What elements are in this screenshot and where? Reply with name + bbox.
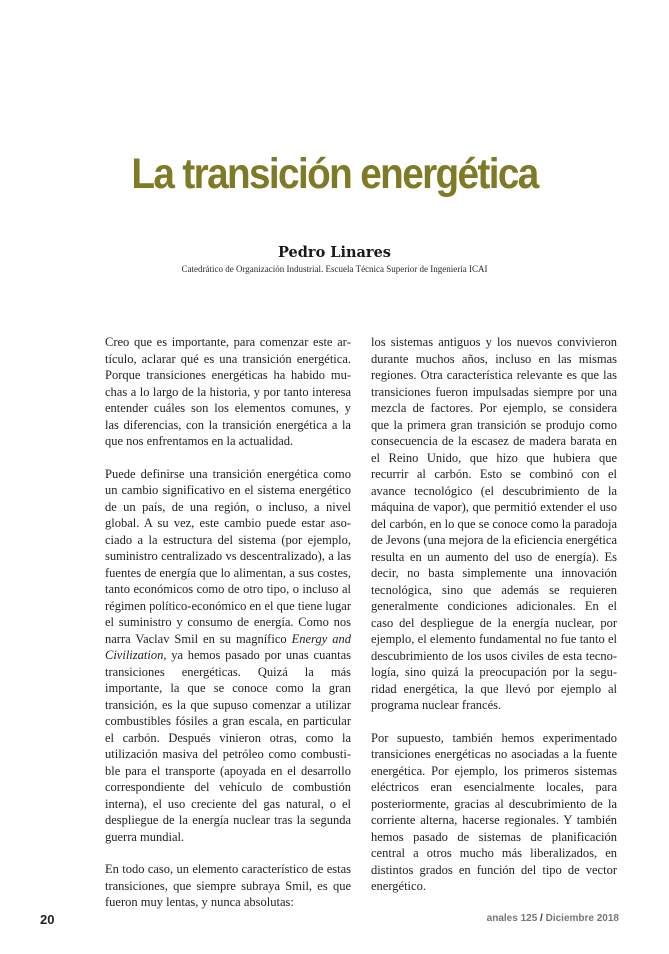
magazine-name: anales — [486, 913, 518, 924]
article-title: La transición energética — [131, 150, 538, 198]
issue-date: Diciembre 2018 — [545, 913, 619, 924]
paragraph: Creo que es importante, para comenzar este artículo, aclarar qué es una transición energética. Porque transiciones energéticas ha habido muchas a lo largo de la historia, y por tanto interesa entender cuáles son los elementos comunes, y las diferencias, con la transición energética a la que nos enfrentamos en la actualidad. — [105, 335, 351, 448]
footer-masthead — [487, 913, 619, 924]
right-column — [371, 334, 617, 911]
paragraph-text: , ya hemos pasado por unas cuantas transiciones energéticas. Quizá la más importante, la que se conoce como la gran transición, es la que supuso comenzar a utilizar combustibles fósiles a gran escala, en particular el carbón. Después vinieron otras, como la utilización masiva del petróleo como combustible para el transporte (apoyada en el desarrollo correspondiente del vehículo de combustión interna), el uso creciente del gas natural, o el despliegue de la energía nuclear tras la segunda guerra mundial. — [105, 648, 351, 844]
paragraph: los sistemas antiguos y los nuevos convivieron durante muchos años, incluso en las mismas regiones. Otra característica relevante es que las transiciones fueron impulsadas siempre por una mezcla de factores. Por ejemplo, se considera que la primera gran transición se produjo como consecuencia de la escasez de madera barata en el Reino Unido, que hizo que hubiera que recurrir al carbón. Esto se combinó con el avance tecnológico (el descubrimiento de la máquina de vapor), que permitió extender el uso del carbón, en lo que se conoce como la paradoja de Jevons (una mejora de la eficiencia energética resulta en un aumento del uso de energía). Es decir, no basta simplemente una innovación tecnológica, sino que además se requieren generalmente condiciones adicionales. En el caso del despliegue de la energía nuclear, por ejemplo, el elemento fundamental no fue tanto el descubrimiento de los usos civiles de esta tecnología, sino quizá la preocupación por la seguridad energética, la que llevó por ejemplo al programa nuclear francés. — [371, 335, 617, 712]
paragraph: Por supuesto, también hemos experimentado transiciones energéticas no asociadas a la fuente energética. Por ejemplo, los primeros sistemas eléctricos eran esencialmente locales, para posteriormente, gracias al descubrimiento de la corriente alterna, hacerse regionales. Y también hemos pasado de sistemas de planificación central a otros mucho más liberalizados, en distintos grados en función del tipo de vector energético. — [371, 730, 617, 893]
author-affiliation: Catedrático de Organización Industrial. Escuela Técnica Superior de Ingeniería ICAI — [181, 264, 488, 274]
footer-separator: / — [540, 913, 543, 924]
page-number: 20 — [40, 912, 55, 927]
paragraph — [105, 466, 351, 846]
author-name: Pedro Linares — [278, 244, 391, 261]
paragraph-text: Puede definirse una transición energética como un cambio significativo en el sistema energético de un país, de una región, o incluso, a nivel global. A su vez, este cambio puede estar asociado a la estructura del sistema (por ejemplo, suministro centralizado vs descentralizado), a las fuentes de energía que lo alimentan, a sus costes, tanto económicos como de otro tipo, o incluso al régimen político-económico en el que tiene lugar el suministro y consumo de energía. Como nos narra Vaclav Smil en su magnífico — [105, 466, 351, 646]
book-title: Energy and Civilization — [105, 631, 351, 662]
issue-number: 125 — [520, 913, 538, 924]
left-column — [105, 334, 351, 927]
paragraph: En todo caso, un elemento característico de estas transiciones, que siempre subraya Smil, es que fueron muy lentas, y nunca absolutas: — [105, 862, 351, 909]
